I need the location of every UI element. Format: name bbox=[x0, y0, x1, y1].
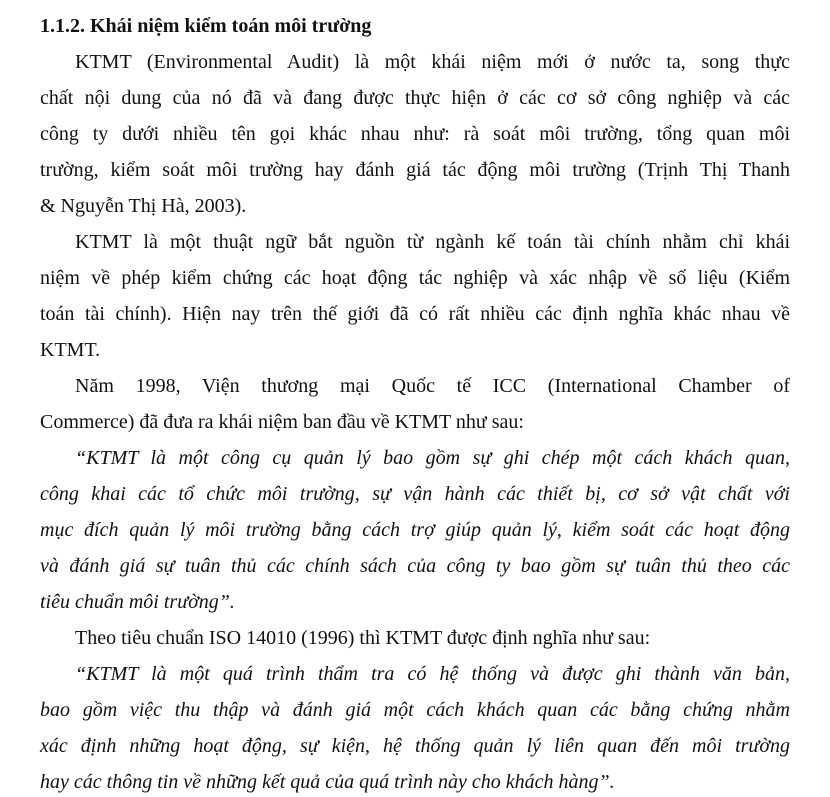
quote-1-line-3: mục đích quản lý môi trường bằng cách trợ giúp quản lý, kiểm soát các hoạt động bbox=[40, 519, 790, 541]
quote-2-line-3: xác định những hoạt động, sự kiện, hệ thống quản lý liên quan đến môi trường bbox=[40, 735, 790, 757]
paragraph-2-line-2: niệm về phép kiểm chứng các hoạt động tác nghiệp và xác nhập về số liệu (Kiểm bbox=[40, 267, 790, 289]
paragraph-1-line-3: công ty dưới nhiều tên gọi khác nhau như: rà soát môi trường, tổng quan môi bbox=[40, 123, 790, 145]
quote-2-line-1: “KTMT là một quá trình thẩm tra có hệ thống và được ghi thành văn bản, bbox=[75, 663, 790, 685]
quote-2-line-4: hay các thông tin về những kết quả của quá trình này cho khách hàng”. bbox=[40, 771, 615, 793]
quote-1-line-1: “KTMT là một công cụ quản lý bao gồm sự ghi chép một cách khách quan, bbox=[75, 447, 790, 469]
paragraph-3-line-1: Năm 1998, Viện thương mại Quốc tế ICC (International Chamber of bbox=[75, 375, 790, 397]
paragraph-2-line-4: KTMT. bbox=[40, 339, 101, 361]
quote-1-line-5: tiêu chuẩn môi trường”. bbox=[40, 591, 235, 613]
paragraph-5-line-1: Theo tiêu chuẩn ISO 14010 (1996) thì KTMT được định nghĩa như sau: bbox=[75, 627, 651, 649]
paragraph-1-line-2: chất nội dung của nó đã và đang được thực hiện ở các cơ sở công nghiệp và các bbox=[40, 87, 790, 109]
quote-1-line-2: công khai các tổ chức môi trường, sự vận hành các thiết bị, cơ sở vật chất với bbox=[40, 483, 790, 505]
paragraph-2-line-1: KTMT là một thuật ngữ bắt nguồn từ ngành kế toán tài chính nhằm chỉ khái bbox=[75, 231, 790, 253]
paragraph-2-line-3: toán tài chính). Hiện nay trên thế giới đã có rất nhiều các định nghĩa khác nhau về bbox=[40, 303, 790, 325]
paragraph-3-line-2: Commerce) đã đưa ra khái niệm ban đầu về KTMT như sau: bbox=[40, 411, 524, 433]
quote-1-line-4: và đánh giá sự tuân thủ các chính sách của công ty bao gồm sự tuân thủ theo các bbox=[40, 555, 790, 577]
paragraph-1-line-4: trường, kiểm soát môi trường hay đánh giá tác động môi trường (Trịnh Thị Thanh bbox=[40, 159, 790, 181]
paragraph-1-line-5: & Nguyễn Thị Hà, 2003). bbox=[40, 195, 247, 217]
quote-2-line-2: bao gồm việc thu thập và đánh giá một cách khách quan các bằng chứng nhằm bbox=[40, 699, 790, 721]
section-heading: 1.1.2. Khái niệm kiểm toán môi trường bbox=[40, 15, 372, 37]
paragraph-1-line-1: KTMT (Environmental Audit) là một khái niệm mới ở nước ta, song thực bbox=[75, 51, 790, 73]
